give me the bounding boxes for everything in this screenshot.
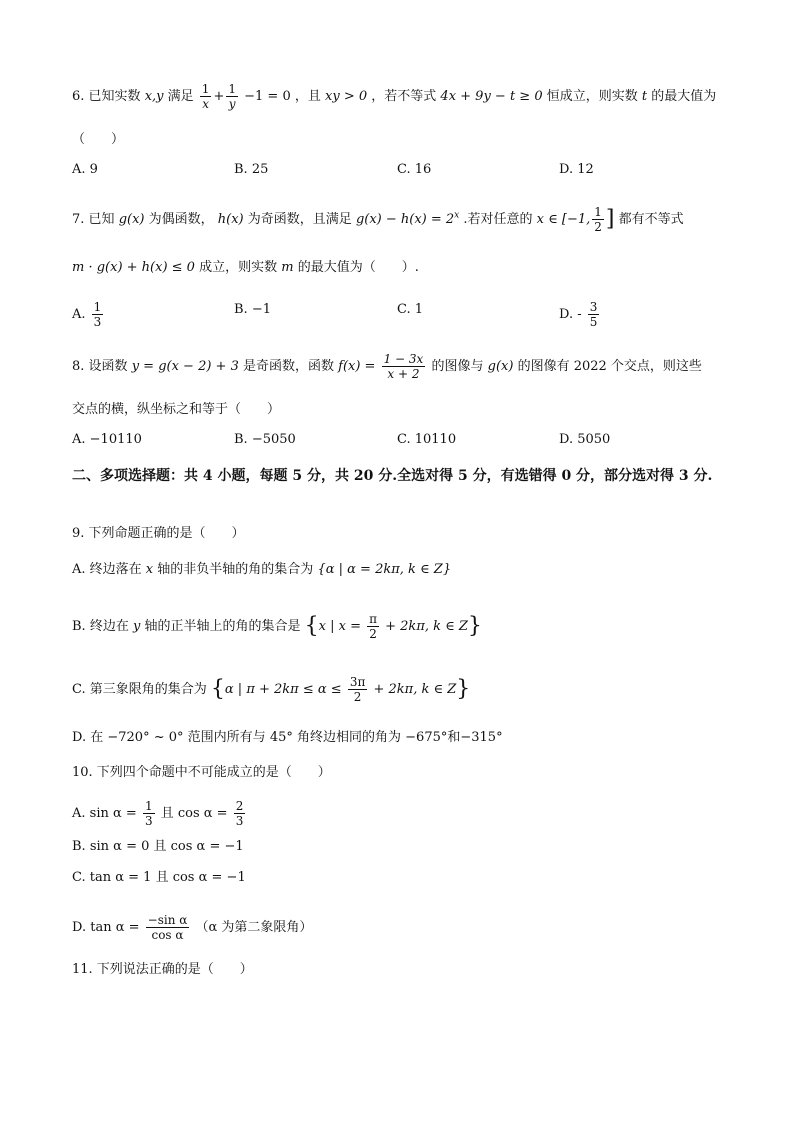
q10-a-f2d: 3: [235, 814, 244, 828]
q7-option-d: [559, 300, 601, 329]
q7-eq: g(x) − h(x) = 2: [355, 212, 455, 227]
q9-b-set-pre: x | x =: [318, 619, 361, 634]
q8-option-b: B. −5050: [234, 432, 296, 447]
q7-prefix: 7. 已知: [72, 212, 115, 227]
q8-fx: f(x) =: [338, 359, 376, 374]
q9-c-frac: [348, 675, 368, 704]
q10-a-frac2: [234, 799, 246, 828]
q9-b-set-post: + 2kπ, k ∈ Z: [385, 619, 468, 634]
q7-text: 成立，则实数: [199, 260, 278, 275]
q7-option-a-label: A.: [72, 307, 86, 322]
q10-d-frac: [146, 913, 190, 942]
q10-a-mid: 且 cos α =: [160, 806, 228, 821]
q6-text: ，且: [294, 89, 321, 104]
q6-paren: （ ）: [72, 132, 125, 147]
q10-a-pre: A. sin α =: [72, 806, 137, 821]
q9-d-text2: 范围内所有与: [187, 730, 266, 745]
q7-text: 的最大值为（ ）.: [297, 260, 419, 275]
q7-option-b: B. −1: [234, 302, 271, 317]
q6-text: 恒成立，则实数: [546, 89, 638, 104]
q6-eq-end: −1 = 0: [244, 89, 291, 104]
q7-text: .若对任意的: [463, 212, 533, 227]
q9-option-d: [72, 728, 503, 748]
q10-stem: 10. 下列四个命题中不可能成立的是（ ）: [72, 765, 331, 780]
q8-prefix: 8. 设函数: [72, 359, 128, 374]
q8-frac-den: x + 2: [387, 367, 420, 381]
q7-exp: x: [454, 210, 460, 221]
q8-option-c: C. 10110: [397, 432, 457, 447]
q6-vars: x,y: [144, 89, 164, 104]
q9-d-text: D. 在: [72, 730, 104, 745]
q9-b-frac: [367, 612, 379, 641]
q6-ineq: 4x + 9y − t ≥ 0: [440, 89, 543, 104]
q7-option-a-frac: $\frac{1}{3}$: [93, 300, 102, 329]
q6-text: 满足: [167, 89, 194, 104]
q7-stem: 7. 已知 g(x) 为偶函数， h(x) 为奇函数，且满足 $g(x) - h(x) = 2^x$ .若对任意的 x ∈ [−1, $\frac{1}{2}$ ] 都有不等式: [72, 205, 684, 234]
q7-x-in: x ∈ [−1,: [536, 212, 591, 227]
q6-option-b: B. 25: [234, 162, 269, 177]
q11-stem: 11. 下列说法正确的是（ ）: [72, 962, 253, 977]
q6-option-a: A. 9: [72, 162, 98, 177]
q9-b-text: B. 终边在: [72, 619, 129, 634]
q9-c-frac-num: 3π: [349, 675, 366, 689]
q9-a-set: {α | α = 2kπ, k ∈ Z}: [317, 562, 452, 577]
q8-option-a: A. −10110: [72, 432, 142, 447]
q8-g: g(x): [487, 359, 514, 374]
q9-a-text: A. 终边落在: [72, 562, 142, 577]
q6-text: ，若不等式: [371, 89, 437, 104]
q6-stem: 6. 已知实数 x,y 满足 $\frac{1}{x}$ + $\frac{1}{y}$ −1 = 0 ，且 xy > 0 ，若不等式 4x + 9y − t ≥ 0 恒成立，则实数 t 的最大值为: [72, 82, 717, 111]
q8-frac: [382, 352, 426, 381]
q8-option-d: D. 5050: [559, 432, 611, 447]
q10-d-pre: D. tan α =: [72, 920, 140, 935]
q9-c-frac-den: 2: [353, 690, 362, 704]
q8-text: 的图像与: [431, 359, 484, 374]
q7-text: 为奇函数，且满足: [247, 212, 352, 227]
q6-frac-1y: $\frac{1}{y}$: [228, 82, 236, 111]
q6-option-d: D. 12: [559, 162, 594, 177]
q9-b-text2: 轴的正半轴上的角的集合是: [144, 619, 301, 634]
q6-text: 的最大值为: [651, 89, 717, 104]
q10-a-frac1: [143, 799, 155, 828]
q10-option-c: C. tan α = 1 且 cos α = −1: [72, 870, 246, 885]
q9-d-ans: −675°和−315°: [405, 730, 503, 745]
q9-d-text3: 角终边相同的角为: [297, 730, 402, 745]
q7-frac-half: $\frac{1}{2}$: [594, 205, 602, 234]
q7-ineq: m · g(x) + h(x) ≤ 0: [72, 260, 195, 275]
q8-stem: [72, 352, 702, 381]
q8-func: y = g(x − 2) + 3: [131, 359, 239, 374]
q9-a-text2: 轴的非负半轴的角的集合为: [157, 562, 314, 577]
q9-a-var: x: [145, 562, 154, 577]
q8-text: 的图像有 2022 个交点，则这些: [517, 359, 702, 374]
q7-text: 为偶函数，: [148, 212, 214, 227]
section-2-heading: 二、多项选择题：共 4 小题，每题 5 分，共 20 分.全选对得 5 分，有选错得 0 分，部分选对得 3 分.: [72, 468, 713, 484]
q10-option-a: [72, 799, 247, 828]
q9-b-var: y: [132, 619, 141, 634]
q8-frac-num: 1 − 3x: [383, 352, 424, 366]
q10-d-num: −sin α: [147, 913, 188, 927]
q6-tvar: t: [641, 89, 648, 104]
q10-a-f1d: 3: [144, 814, 153, 828]
q9-c-set-pre: α | π + 2kπ ≤ α ≤: [224, 682, 342, 697]
q7-text: 都有不等式: [618, 212, 684, 227]
q7-g: g(x): [118, 212, 145, 227]
q6-option-c: C. 16: [397, 162, 432, 177]
q8-text: 是奇函数，函数: [242, 359, 334, 374]
q9-option-a: [72, 560, 451, 580]
q6-xy-cond: xy > 0: [325, 89, 368, 104]
q7-option-c: C. 1: [397, 302, 424, 317]
q10-d-den: cos α: [151, 928, 184, 942]
q7-mvar: m: [281, 260, 294, 275]
q9-option-b: B. 终边在 y 轴的正半轴上的角的集合是 {x | x = $\frac{\pi}{2}$ + 2kπ, k ∈ Z}: [72, 612, 482, 641]
q7-option-d-frac: $\frac{3}{5}$: [589, 300, 598, 329]
q9-b-frac-den: 2: [369, 627, 377, 641]
q6-frac-1x: $\frac{1}{x}$: [201, 82, 210, 111]
q8-stem-line2: 交点的横，纵坐标之和等于（ ）: [72, 402, 281, 417]
q9-option-c: C. 第三象限角的集合为 {α | π + 2kπ ≤ α ≤ $\frac{3\pi}{2}$ + 2kπ, k ∈ Z}: [72, 675, 471, 704]
q10-a-f1n: 1: [144, 799, 153, 813]
q7-stem-line2: [72, 258, 419, 278]
q7-option-a: [72, 300, 105, 329]
q9-d-angle: 45°: [269, 730, 293, 745]
q7-option-d-label: D. -: [559, 307, 582, 322]
q10-option-b: B. sin α = 0 且 cos α = −1: [72, 839, 244, 854]
q9-b-frac-num: π: [369, 612, 377, 626]
q6-prefix: 6. 已知实数: [72, 89, 141, 104]
q9-stem: 9. 下列命题正确的是（ ）: [72, 526, 245, 541]
q9-c-text: C. 第三象限角的集合为: [72, 682, 207, 697]
q10-d-post: （α 为第二象限角）: [195, 920, 313, 935]
q7-h: h(x): [217, 212, 244, 227]
q9-c-set-post: + 2kπ, k ∈ Z: [373, 682, 457, 697]
q10-option-d: [72, 913, 312, 942]
q10-a-f2n: 2: [235, 799, 244, 813]
q9-d-range: −720° ~ 0°: [107, 730, 184, 745]
